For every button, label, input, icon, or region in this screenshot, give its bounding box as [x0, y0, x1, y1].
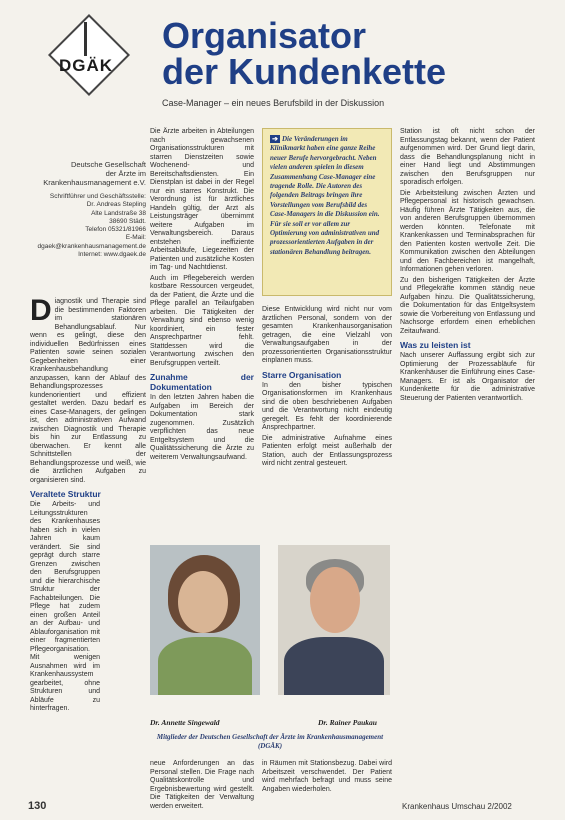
intro-paragraph [30, 294, 146, 485]
bottom-column-2: neue Anforderungen an das Personal stellen. Die Frage nach Qualitätskontrolle und Ergebnisbewertung wird gestellt. Die Tätigkeiten der Verwaltung werden erweitert. [150, 760, 254, 810]
contact-line: Dr. Andreas Stepling [86, 201, 146, 209]
body-paragraph: Station ist oft nicht schon der Entlassungstag bekannt, wenn der Patient aufgenommen wird. Der Grund liegt darin, dass die Behandlungsplanung nicht in einer Hand liegt und Abstimmungen zwischen den Berufsgruppen nur sporadisch erfolgen. [400, 128, 535, 186]
body-paragraph: Nach unserer Auffassung ergibt sich zur Optimierung der Prozessabläufe für Krankenhäuser die Einführung eines Case-Managers. Er ist als Organisator der Kundenkette für die administrative Steuerung der Patienten verantwortlich. [400, 352, 535, 402]
page-subtitle: Case-Manager – ein neues Berufsbild in der Diskussion [162, 98, 385, 108]
intro-text: iagnostik und Therapie sind die bestimmenden Faktoren im stationären Behandlungsablauf. Nur wenn es gelingt, diese den individuellen Bedürfnissen eines Patienten sowie seinen sozialen Gegebenheiten einer Krankenhausbehandlung anzupassen, kann der Ablauf des Behandlungsprozesses kundenorientiert und effizient gestaltet werden. Dazu bedarf es eines Case-Managers, der gelingen ist, den administrativen Aufwand zwischen Diagnostik und Therapie bis hin zur Entlassung zu überwachen. Er kennt alle Schnittstellen der Behandlungsprozesse und weiß, wie die ärztlichen Aufgaben zu organisieren sind. [30, 298, 146, 484]
org-name [30, 160, 146, 187]
portrait-body [284, 637, 384, 695]
body-paragraph: Die administrative Aufnahme eines Patienten erfolgt meist außerhalb der Station, auch der Entlassungsprozess wird nicht zentral gesteuert. [262, 434, 392, 467]
body-paragraph: Diese Entwicklung wird nicht nur vom ärztlichen Personal, sondern von der gesamten Krankenhausorganisation getragen, die eine Vielzahl von Verwaltungsaufgaben in der prozessorientierten Organisationsstruktur einplanen muss. [262, 306, 392, 364]
sidebar-info [30, 160, 146, 259]
portrait-right [278, 545, 390, 695]
heading-zunahme-dokumentation: Zunahme der Dokumentation [150, 372, 254, 392]
contact-line: E-Mail: [125, 234, 146, 242]
title-line-1: Organisator [162, 15, 367, 56]
contact-line: Alte Landstraße 38 [91, 209, 146, 217]
photo-caption-members: Mitglieder der Deutschen Gesellschaft der Ärzte im Krankenhausmanagement (DGÄK) [156, 733, 384, 750]
org-line-3: Krankenhausmanagement e.V. [43, 178, 146, 187]
title-line-2: der Kundenkette [162, 51, 447, 92]
bottom-column-3: in Räumen mit Stationsbezug. Dabei wird Arbeitszeit verschwendet. Der Patient wird mehrfach befragt und muss seine Angaben wiederholen. [262, 760, 392, 793]
body-paragraph: In den letzten Jahren haben die Aufgaben im Bereich der Dokumentation stark zugenommen. Zusätzlich verpflichten das neue Entgeltsystem und die Qualitätssicherung die Ärzte zu weiterem Verwaltungsaufwand. [150, 394, 254, 461]
contact-line: 38690 Städt. [109, 217, 146, 225]
logo-text: DGÄK [58, 56, 114, 75]
body-paragraph: Die Arbeitsteilung zwischen Ärzten und Pflegepersonal ist historisch gewachsen. Häufig führen Ärzte Tätigkeiten aus, die von anderen Berufsgruppen übernommen werden könnten. Telefonate mit Krankenkassen und Terminabsprachen für den Patienten kosten wertvolle Zeit. Die Kommunikation zwischen den Abteilungen und den Fachbereichen ist mangelhaft, Informationen gehen verloren. [400, 189, 535, 273]
column-4 [400, 128, 535, 405]
logo-diamond-shape [48, 14, 130, 96]
portrait-face [178, 571, 228, 633]
page-number: 130 [28, 800, 47, 812]
journal-name: Krankenhaus Umschau 2/2002 [402, 802, 512, 811]
contact-line: Internet: www.dgaek.de [78, 251, 146, 259]
body-paragraph: Die Arbeits- und Leitungsstrukturen des Krankenhauses haben sich in vielen Jahren kaum verändert. Sie sind geprägt durch starre Grenzen zwischen den Berufsgruppen und die hierarchische Struktur der Fachabteilungen. Die Pflege hat zudem einen großen Anteil an der Aufbau- und Ablauforganisation mit einer fragmentierten Pflegeorganisation. Mit wenigen Ausnahmen wird im Krankenhaussystem gearbeitet, ohne Strukturen und Abläufe zu hinterfragen. [30, 501, 100, 712]
body-paragraph: Die Ärzte arbeiten in Abteilungen nach gewachsenen Organisationsstrukturen mit starren Dienstzeiten sowie Wochenend- und Bereitschaftsdiensten. Ein Dienstplan ist dabei in der Regel nur ein starres Konstrukt. Die Verordnung ist für ärztliches Handeln gültig, der Arzt als Leistungsträger übernimmt weitere Aufgaben im Verwaltungsbereich. Daraus entstehen ineffiziente Arbeitsabläufe, Liegezeiten der Patienten und zusätzliche Kosten im Tag- und Nachtdienst. [150, 128, 254, 271]
heading-veraltete-struktur: Veraltete Struktur [30, 489, 101, 499]
column-2 [150, 128, 254, 464]
column-1 [30, 294, 146, 716]
portrait-left [150, 545, 260, 695]
aesculapian-staff-icon [84, 22, 87, 56]
heading-starre-organisation: Starre Organisation [262, 369, 342, 380]
contact-line: Telefon 05321/81966 [85, 226, 146, 234]
contact-line: Schriftführer und Geschäftsstelle: [49, 193, 146, 200]
org-line-1: Deutsche Gesellschaft [70, 160, 146, 169]
photo-caption-right: Dr. Rainer Paukau [318, 718, 377, 727]
body-paragraph: Auch im Pflegebereich werden kostbare Ressourcen vergeudet, da der Patient, die Ärzte und die Pflege parallel an Teilaufgaben arbeiten. Die Tätigkeiten der Verwaltung sind ebenso wenig koordiniert, ein fester Ansprechpartner fehlt. Stattdessen wird die Verantwortung zwischen den Berufsgruppen verteilt. [150, 274, 254, 367]
callout-box [262, 128, 392, 296]
body-paragraph: Zu den bisherigen Tätigkeiten der Ärzte und Pflegekräfte kommen ständig neue Aufgaben hinzu. Die Qualitätssicherung, die Dokumentation für das Entgeltsystem sowie die Vorbereitung von Entlassung und Nachsorge erfordern einen erheblichen Zeitaufwand. [400, 276, 535, 335]
dropcap: D [30, 294, 52, 327]
heading-was-zu-leisten: Was zu leisten ist [400, 340, 471, 350]
dgaek-logo [30, 18, 142, 88]
body-paragraph: In den bisher typischen Organisationsformen im Krankenhaus sind die oben beschriebenen Aufgaben und die Verantwortung nicht eindeutig geregelt. Es fehlt der koordinierende Ansprechpartner. [262, 381, 392, 431]
photo-caption-left: Dr. Annette Singewald [150, 718, 220, 727]
callout-text: Die Veränderungen im Klinikmarkt haben eine ganze Reihe neuer Berufe hervorgebracht. Neben vielen anderen spielen in diesem Zusammenhang Case-Manager eine tragende Rolle. Die Autoren des folgenden Beitrags bringen ihre Vorstellungen vom Berufsbild des Case-Managers in die Diskussion ein. Für sie soll er vor allem zur Optimierung von administrativen und prozessorientierten Aufgaben in der stationären Behandlung beitragen. [270, 135, 380, 256]
contact-block [30, 193, 146, 259]
portrait-body [158, 637, 252, 695]
page-title [162, 15, 447, 92]
portrait-face [310, 567, 360, 633]
contact-line: dgaek@krankenhausmanagement.de [37, 242, 146, 250]
org-line-2: der Ärzte im [105, 169, 146, 178]
arrow-right-icon: ➔ [270, 135, 280, 143]
column-3 [262, 306, 392, 471]
